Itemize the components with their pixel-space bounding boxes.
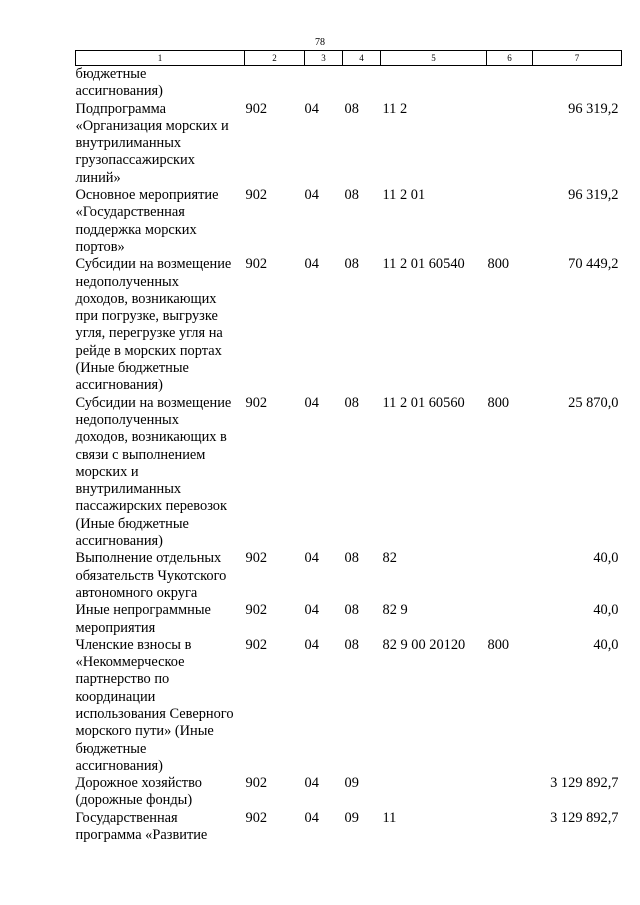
section-code-cell: 04 xyxy=(304,636,319,653)
page-number: 78 xyxy=(315,37,325,48)
amount-cell: 40,0 xyxy=(593,602,619,619)
gr-code-cell: 902 xyxy=(245,775,268,792)
table-row xyxy=(76,395,622,551)
gr-code-cell: 902 xyxy=(245,550,268,567)
row-name-cell: Государственная программа «Развитие xyxy=(75,809,208,844)
expense-type-cell: 800 xyxy=(487,636,510,653)
target-code-cell: 82 9 00 20120 xyxy=(382,636,466,653)
section-code-cell: 04 xyxy=(304,256,319,273)
gr-code-cell xyxy=(245,66,305,101)
amount-cell: 40,0 xyxy=(593,550,619,567)
amount-cell: 3 129 892,7 xyxy=(550,809,619,826)
expense-type-cell: 800 xyxy=(487,394,510,411)
row-name-cell: Иные непрограммные мероприятия xyxy=(75,602,211,636)
row-name-cell: Членские взносы в «Некоммерческое партнерство по координации использования Северного морского пути» (Иные бюджетные ассигнования) xyxy=(75,636,234,774)
expense-type-cell xyxy=(487,101,533,187)
gr-code-cell: 902 xyxy=(245,256,268,273)
expense-type-cell: 800 xyxy=(487,256,510,273)
subsection-code-cell: 08 xyxy=(344,636,359,653)
header-cell-4: 4 xyxy=(343,51,381,66)
subsection-code-cell xyxy=(343,66,381,101)
subsection-code-cell: 08 xyxy=(344,602,359,619)
table-row xyxy=(76,775,622,810)
expense-type-cell xyxy=(487,187,533,256)
gr-code-cell: 902 xyxy=(245,636,268,653)
row-name-cell: Субсидии на возмещение недополученных доходов, возникающих при погрузке, выгрузке угля, перегрузке угля на рейде в морских портах (Иные бюджетные ассигнования) xyxy=(75,256,232,394)
target-code-cell: 11 2 01 60540 xyxy=(382,256,465,273)
header-cell-5: 5 xyxy=(381,51,487,66)
amount-cell: 96 319,2 xyxy=(568,187,619,204)
amount-cell: 3 129 892,7 xyxy=(550,775,619,792)
table-row xyxy=(76,810,622,845)
row-name-cell: бюджетные ассигнования) xyxy=(75,66,163,100)
row-name-cell: Выполнение отдельных обязательств Чукотского автономного округа xyxy=(75,550,227,601)
section-code-cell: 04 xyxy=(304,809,319,826)
subsection-code-cell: 08 xyxy=(344,256,359,273)
section-code-cell: 04 xyxy=(304,187,319,204)
gr-code-cell: 902 xyxy=(245,394,268,411)
target-code-cell: 11 2 01 xyxy=(382,187,426,204)
expense-type-cell xyxy=(487,775,533,810)
gr-code-cell: 902 xyxy=(245,187,268,204)
amount-cell: 70 449,2 xyxy=(568,256,619,273)
row-name-cell: Основное мероприятие «Государственная поддержка морских портов» xyxy=(75,187,219,255)
section-code-cell: 04 xyxy=(304,775,319,792)
gr-code-cell: 902 xyxy=(245,100,268,117)
gr-code-cell: 902 xyxy=(245,602,268,619)
target-code-cell: 11 2 01 60560 xyxy=(382,394,465,411)
table-row xyxy=(76,187,622,256)
section-code-cell: 04 xyxy=(304,602,319,619)
target-code-cell xyxy=(381,66,487,101)
table-row xyxy=(76,66,622,101)
target-code-cell xyxy=(381,775,487,810)
header-cell-3: 3 xyxy=(305,51,343,66)
subsection-code-cell: 09 xyxy=(344,809,359,826)
table-row xyxy=(76,637,622,775)
expense-type-cell xyxy=(487,602,533,637)
amount-cell: 40,0 xyxy=(593,636,619,653)
subsection-code-cell: 08 xyxy=(344,550,359,567)
header-cell-2: 2 xyxy=(245,51,305,66)
row-name-cell: Дорожное хозяйство (дорожные фонды) xyxy=(75,775,202,809)
subsection-code-cell: 09 xyxy=(344,775,359,792)
amount-cell xyxy=(533,66,622,101)
row-name-cell: Подпрограмма «Организация морских и внутрилиманных грузопассажирских линий» xyxy=(75,100,229,186)
section-code-cell xyxy=(305,66,343,101)
table-row xyxy=(76,256,622,394)
gr-code-cell: 902 xyxy=(245,809,268,826)
budget-table xyxy=(75,50,622,844)
target-code-cell: 11 xyxy=(382,809,397,826)
table-row xyxy=(76,550,622,602)
amount-cell: 96 319,2 xyxy=(568,100,619,117)
expense-type-cell xyxy=(487,550,533,602)
target-code-cell: 82 xyxy=(382,550,397,567)
expense-type-cell xyxy=(487,810,533,845)
table-row xyxy=(76,101,622,187)
section-code-cell: 04 xyxy=(304,394,319,411)
expense-type-cell xyxy=(487,66,533,101)
table-row xyxy=(76,602,622,637)
amount-cell: 25 870,0 xyxy=(568,394,619,411)
target-code-cell: 82 9 xyxy=(382,602,408,619)
header-cell-6: 6 xyxy=(487,51,533,66)
section-code-cell: 04 xyxy=(304,550,319,567)
table-header-row xyxy=(76,51,622,66)
header-cell-1: 1 xyxy=(76,51,245,66)
row-name-cell: Субсидии на возмещение недополученных доходов, возникающих в связи с выполнением морских и внутрилиманных пассажирских перевозок (Иные бюджетные ассигнования) xyxy=(75,394,232,550)
header-cell-7: 7 xyxy=(533,51,622,66)
subsection-code-cell: 08 xyxy=(344,394,359,411)
subsection-code-cell: 08 xyxy=(344,100,359,117)
section-code-cell: 04 xyxy=(304,100,319,117)
target-code-cell: 11 2 xyxy=(382,100,408,117)
subsection-code-cell: 08 xyxy=(344,187,359,204)
